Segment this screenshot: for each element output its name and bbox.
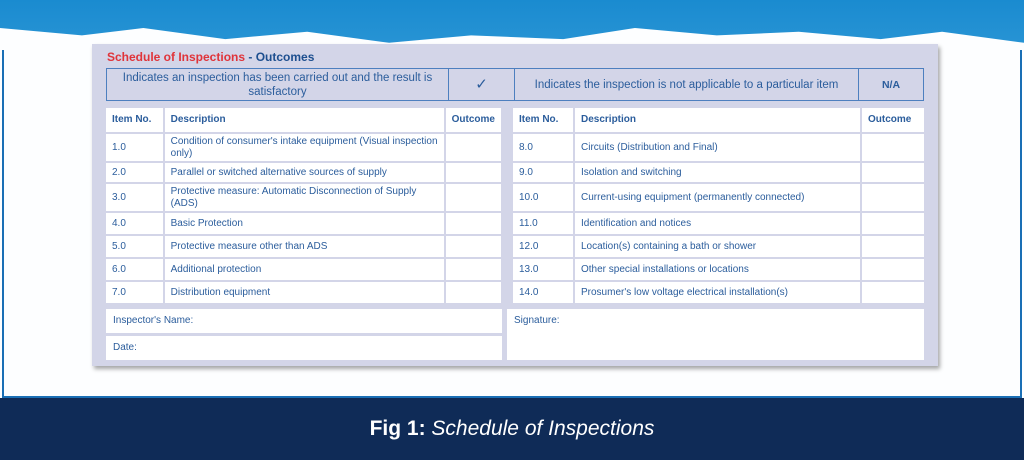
table-row <box>106 163 501 182</box>
table-row <box>513 134 924 161</box>
legend-satisfactory-text: Indicates an inspection has been carried out and the result is satisfactory <box>107 69 449 100</box>
table-row <box>106 259 501 280</box>
legend <box>106 68 924 101</box>
outcome-cell[interactable] <box>862 282 924 303</box>
item-number: 9.0 <box>513 163 573 182</box>
table-row <box>513 259 924 280</box>
item-number: 4.0 <box>106 213 163 234</box>
check-icon: ✓ <box>449 69 515 100</box>
header-outcome: Outcome <box>446 108 501 132</box>
outcome-cell[interactable] <box>446 259 501 280</box>
item-description: Prosumer's low voltage electrical installation(s) <box>575 282 860 303</box>
item-number: 7.0 <box>106 282 163 303</box>
item-description: Condition of consumer's intake equipment (Visual inspection only) <box>165 134 444 161</box>
item-number: 12.0 <box>513 236 573 257</box>
item-description: Current-using equipment (permanently connected) <box>575 184 860 211</box>
header-description: Description <box>165 108 444 132</box>
item-description: Identification and notices <box>575 213 860 234</box>
table-row <box>106 213 501 234</box>
item-description: Isolation and switching <box>575 163 860 182</box>
item-number: 10.0 <box>513 184 573 211</box>
outcome-cell[interactable] <box>862 259 924 280</box>
item-number: 2.0 <box>106 163 163 182</box>
outcome-cell[interactable] <box>862 163 924 182</box>
table-row <box>513 236 924 257</box>
legend-na-symbol: N/A <box>881 78 901 91</box>
table-row <box>106 134 501 161</box>
item-description: Other special installations or locations <box>575 259 860 280</box>
header-item: Item No. <box>106 108 163 132</box>
header-outcome: Outcome <box>862 108 924 132</box>
item-description: Parallel or switched alternative sources of supply <box>165 163 444 182</box>
table-row <box>106 236 501 257</box>
item-number: 14.0 <box>513 282 573 303</box>
item-description: Protective measure other than ADS <box>165 236 444 257</box>
item-number: 1.0 <box>106 134 163 161</box>
item-number: 13.0 <box>513 259 573 280</box>
outcome-cell[interactable] <box>862 236 924 257</box>
item-description: Circuits (Distribution and Final) <box>575 134 860 161</box>
header-item: Item No. <box>513 108 573 132</box>
item-description: Protective measure: Automatic Disconnection of Supply (ADS) <box>165 184 444 211</box>
item-description: Additional protection <box>165 259 444 280</box>
table-row <box>513 213 924 234</box>
table-row <box>106 184 501 211</box>
table-row <box>106 282 501 303</box>
item-number: 11.0 <box>513 213 573 234</box>
item-description: Location(s) containing a bath or shower <box>575 236 860 257</box>
item-number: 6.0 <box>106 259 163 280</box>
item-number: 8.0 <box>513 134 573 161</box>
legend-na-text: Indicates the inspection is not applicable to a particular item <box>515 69 859 100</box>
header-description: Description <box>575 108 860 132</box>
outcome-cell[interactable] <box>446 236 501 257</box>
outcome-cell[interactable] <box>862 213 924 234</box>
table-row <box>513 163 924 182</box>
inspector-name-field[interactable]: Inspector's Name: <box>106 309 502 333</box>
date-field[interactable]: Date: <box>106 336 502 360</box>
form-title: Schedule of Inspections - Outcomes <box>107 50 315 64</box>
outcome-cell[interactable] <box>446 134 501 161</box>
schedule-form <box>92 44 938 366</box>
item-number: 5.0 <box>106 236 163 257</box>
outcome-cell[interactable] <box>446 184 501 211</box>
inspection-table-left <box>104 106 503 305</box>
inspection-table-right <box>511 106 926 305</box>
signature-field[interactable]: Signature: <box>507 309 924 360</box>
outcome-cell[interactable] <box>862 134 924 161</box>
figure-caption: Fig 1: Schedule of Inspections <box>0 398 1024 460</box>
table-row <box>513 282 924 303</box>
item-number: 3.0 <box>106 184 163 211</box>
outcome-cell[interactable] <box>446 213 501 234</box>
table-row <box>513 184 924 211</box>
outcome-cell[interactable] <box>862 184 924 211</box>
outcome-cell[interactable] <box>446 163 501 182</box>
outcome-cell[interactable] <box>446 282 501 303</box>
item-description: Distribution equipment <box>165 282 444 303</box>
item-description: Basic Protection <box>165 213 444 234</box>
